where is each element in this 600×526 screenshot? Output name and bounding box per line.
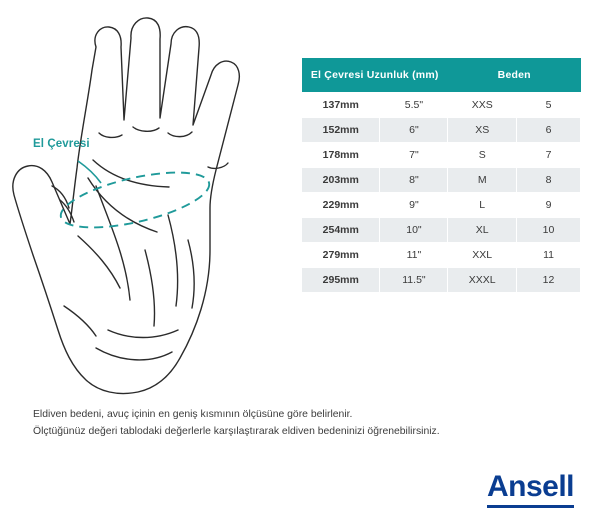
table-cell: XXS bbox=[448, 93, 517, 118]
table-cell: XS bbox=[448, 118, 517, 143]
table-row bbox=[302, 243, 581, 268]
table-cell: S bbox=[448, 143, 517, 168]
table-cell: 8" bbox=[380, 168, 448, 193]
table-cell: 254mm bbox=[302, 218, 380, 243]
ansell-logo-underline bbox=[487, 505, 574, 508]
table-cell: 203mm bbox=[302, 168, 380, 193]
hand-diagram bbox=[0, 0, 300, 410]
table-cell: 12 bbox=[517, 268, 581, 293]
table-cell: 137mm bbox=[302, 93, 380, 118]
table-header-row bbox=[302, 58, 581, 93]
table-cell: 10 bbox=[517, 218, 581, 243]
table-cell: 5 bbox=[517, 93, 581, 118]
table-cell: L bbox=[448, 193, 517, 218]
hand-illustration bbox=[0, 0, 300, 410]
table-header-circumference: El Çevresi Uzunluk (mm) bbox=[302, 58, 448, 93]
table-cell: 6 bbox=[517, 118, 581, 143]
table-row bbox=[302, 218, 581, 243]
table-header-size: Beden bbox=[448, 58, 581, 93]
table-row bbox=[302, 168, 581, 193]
table-cell: 10" bbox=[380, 218, 448, 243]
table-row bbox=[302, 193, 581, 218]
notes-block bbox=[33, 406, 573, 440]
table-cell: 9" bbox=[380, 193, 448, 218]
table-cell: 152mm bbox=[302, 118, 380, 143]
table-cell: 279mm bbox=[302, 243, 380, 268]
table-cell: 6" bbox=[380, 118, 448, 143]
circumference-label: El Çevresi bbox=[33, 138, 90, 150]
circumference-ellipse bbox=[56, 161, 214, 238]
table-row bbox=[302, 268, 581, 293]
table-cell: 295mm bbox=[302, 268, 380, 293]
table-cell: 5.5" bbox=[380, 93, 448, 118]
table-cell: 11.5" bbox=[380, 268, 448, 293]
table-cell: 229mm bbox=[302, 193, 380, 218]
table-cell: 11" bbox=[380, 243, 448, 268]
table-cell: XL bbox=[448, 218, 517, 243]
table-body bbox=[302, 93, 581, 293]
size-chart-table bbox=[301, 58, 581, 293]
table-cell: 178mm bbox=[302, 143, 380, 168]
table-row bbox=[302, 93, 581, 118]
table-row bbox=[302, 143, 581, 168]
table-cell: M bbox=[448, 168, 517, 193]
ansell-wordmark: Ansell bbox=[486, 470, 574, 503]
table-cell: XXXL bbox=[448, 268, 517, 293]
table-cell: 7" bbox=[380, 143, 448, 168]
ansell-logo bbox=[487, 472, 574, 508]
table-cell: XXL bbox=[448, 243, 517, 268]
note-line-2: Ölçtüğünüz değeri tablodaki değerlerle karşılaştırarak eldiven bedeninizi öğrenebilirsiniz. bbox=[33, 426, 440, 437]
table-cell: 7 bbox=[517, 143, 581, 168]
table-cell: 9 bbox=[517, 193, 581, 218]
table-cell: 11 bbox=[517, 243, 581, 268]
table-row bbox=[302, 118, 581, 143]
table-cell: 8 bbox=[517, 168, 581, 193]
note-line-1: Eldiven bedeni, avuç içinin en geniş kısmının ölçüsüne göre belirlenir. bbox=[33, 409, 353, 420]
